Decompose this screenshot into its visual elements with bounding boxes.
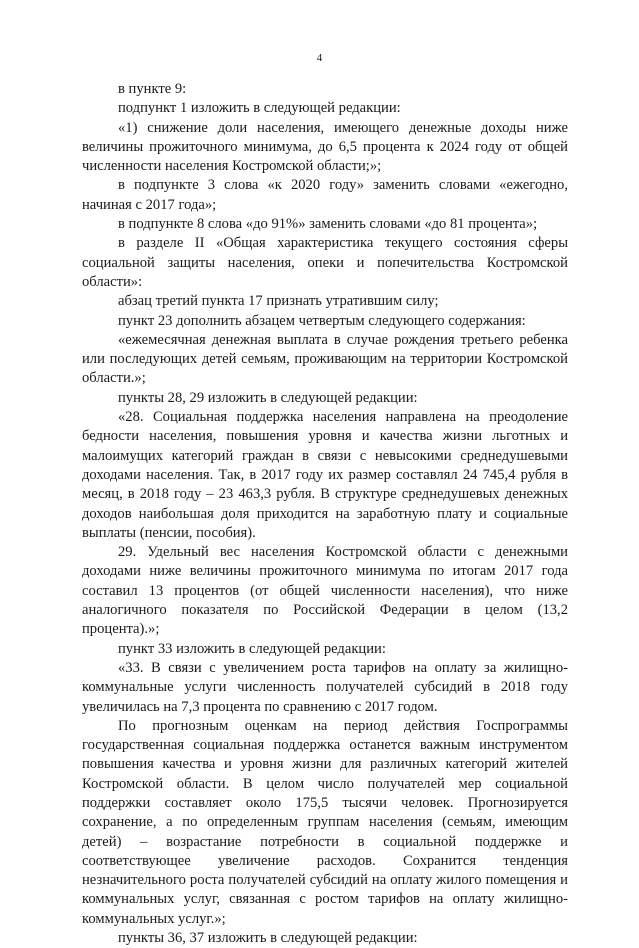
paragraph: в разделе II «Общая характеристика текущего состояния сферы социальной защиты населения, опеки и попечительства Костромской области»:: [82, 235, 568, 290]
paragraph: пункт 33 изложить в следующей редакции:: [118, 640, 386, 657]
paragraph: в подпункте 8 слова «до 91%» заменить словами «до 81 процента»;: [118, 216, 538, 233]
paragraph: «ежемесячная денежная выплата в случае рождения третьего ребенка или последующих детей семьям, проживающим на территории Костромской области.»;: [82, 331, 568, 387]
paragraph: абзац третий пункта 17 признать утратившим силу;: [118, 293, 439, 310]
paragraph: По прогнозным оценкам на период действия Госпрограммы государственная социальная поддержка останется важным инструментом повышения качества и уровня жизни для различных категорий жителей Костромской области. В целом число получателей мер социальной поддержки составляет около 175,5 тысячи человек. Прогнозируется сохранение, а по определенным группам населения (семьям, имеющим детей) – возрастание потребности в социальной поддержке и соответствующее увеличение расходов. Сохранится тенденция незначительного роста получателей субсидий на оплату жилого помещения и коммунальных услуг, связанная с ростом тарифов на оплату жилищно-коммунальных услуг.»;: [82, 717, 568, 927]
document-body: [82, 80, 568, 948]
paragraph: в пункте 9:: [118, 81, 187, 97]
paragraph: «1) снижение доли населения, имеющего денежные доходы ниже величины прожиточного минимума, до 6,5 процента к 2024 году от общей численности населения Костромской области;»;: [82, 119, 568, 175]
paragraph: «33. В связи с увеличением роста тарифов на оплату за жилищно-коммунальные услуги численность получателей субсидий в 2018 году увеличилась на 7,3 процента по сравнению с 2017 годом.: [82, 659, 568, 715]
paragraph: подпункт 1 изложить в следующей редакции:: [118, 100, 401, 117]
paragraph: пункты 28, 29 изложить в следующей редакции:: [118, 389, 418, 406]
paragraph: «28. Социальная поддержка населения направлена на преодоление бедности населения, повышения уровня и качества жизни льготных и малоимущих категорий граждан в связи с невысокими среднедушевыми доходами населения. Так, в 2017 году их размер составлял 24 745,4 рубля в месяц, в 2018 году – 23 463,3 рубля. В структуре среднедушевых денежных доходов наибольшая доля приходится на заработную плату и социальные выплаты (пенсии, пособия).: [82, 409, 568, 541]
paragraph: пункты 36, 37 изложить в следующей редакции:: [118, 930, 418, 947]
paragraph: пункт 23 дополнить абзацем четвертым следующего содержания:: [118, 312, 526, 329]
paragraph: 29. Удельный вес населения Костромской области с денежными доходами ниже величины прожиточного минимума по итогам 2017 года составил 13 процентов (от общей численности населения), что ниже аналогичного показателя по Российской Федерации в целом (13,2 процента).»;: [82, 544, 568, 638]
page-number: 4: [316, 52, 323, 64]
paragraph: в подпункте 3 слова «к 2020 году» заменить словами «ежегодно, начиная с 2017 года»;: [82, 177, 568, 213]
